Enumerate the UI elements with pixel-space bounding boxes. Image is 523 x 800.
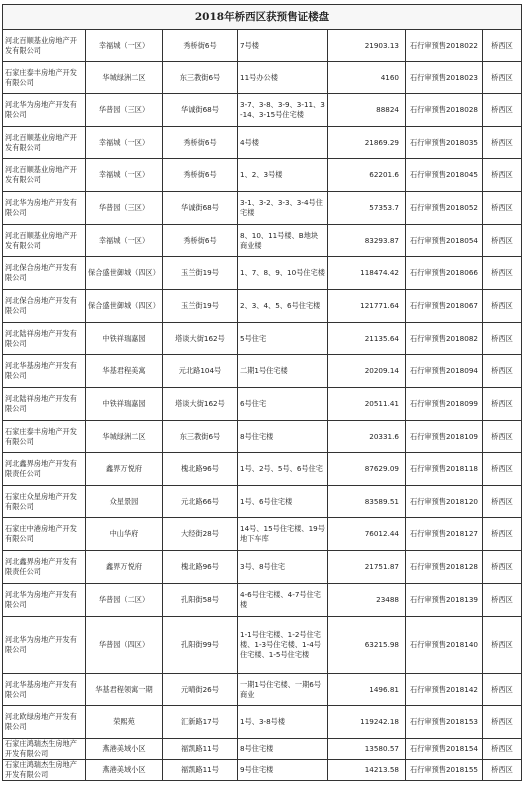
permit-cell: 石行审预售2018082 (406, 323, 483, 355)
area-cell: 118474.42 (328, 257, 406, 290)
area-cell: 21869.29 (328, 127, 406, 159)
address-cell: 槐北路96号 (163, 453, 238, 486)
developer-cell: 河北陆祥房地产开发有限公司 (3, 323, 86, 355)
district-cell: 桥西区 (483, 486, 522, 518)
district-cell: 桥西区 (483, 225, 522, 257)
district-cell: 桥西区 (483, 617, 522, 674)
district-cell: 桥西区 (483, 421, 522, 453)
project-cell: 华普园（四区） (86, 617, 163, 674)
buildings-cell: 1、7、8、9、10号住宅楼 (238, 257, 328, 290)
table-row (3, 486, 522, 518)
district-cell: 桥西区 (483, 518, 522, 551)
permit-cell: 石行审预售2018045 (406, 159, 483, 192)
buildings-cell: 1号、6号住宅楼 (238, 486, 328, 518)
project-cell: 幸福城（一区） (86, 127, 163, 159)
developer-cell: 河北百顺基业房地产开发有限公司 (3, 225, 86, 257)
area-cell: 23488 (328, 584, 406, 617)
district-cell: 桥西区 (483, 453, 522, 486)
permit-cell: 石行审预售2018099 (406, 388, 483, 421)
buildings-cell: 4号楼 (238, 127, 328, 159)
district-cell: 桥西区 (483, 355, 522, 388)
page-title: 2018年桥西区获预售证楼盘 (3, 5, 522, 30)
permit-cell: 石行审预售2018153 (406, 706, 483, 739)
address-cell: 孔阳街99号 (163, 617, 238, 674)
project-cell: 保合盛世御城（四区） (86, 290, 163, 323)
developer-cell: 河北百顺基业房地产开发有限公司 (3, 30, 86, 62)
table-row (3, 706, 522, 739)
table-row (3, 760, 522, 781)
permit-cell: 石行审预售2018028 (406, 94, 483, 127)
table-row (3, 617, 522, 674)
district-cell: 桥西区 (483, 584, 522, 617)
project-cell: 中铁祥瑞嘉园 (86, 323, 163, 355)
district-cell: 桥西区 (483, 551, 522, 584)
table-row (3, 127, 522, 159)
developer-cell: 河北百顺基业房地产开发有限公司 (3, 159, 86, 192)
district-cell: 桥西区 (483, 706, 522, 739)
table-row (3, 551, 522, 584)
area-cell: 63215.98 (328, 617, 406, 674)
table-row (3, 225, 522, 257)
area-cell: 62201.6 (328, 159, 406, 192)
table-row (3, 257, 522, 290)
address-cell: 玉兰街19号 (163, 257, 238, 290)
permit-cell: 石行审预售2018154 (406, 739, 483, 760)
area-cell: 76012.44 (328, 518, 406, 551)
project-cell: 中山华府 (86, 518, 163, 551)
buildings-cell: 7号楼 (238, 30, 328, 62)
district-cell: 桥西区 (483, 739, 522, 760)
address-cell: 汇新路17号 (163, 706, 238, 739)
developer-cell: 河北华基房地产开发有限公司 (3, 674, 86, 706)
address-cell: 大经街28号 (163, 518, 238, 551)
district-cell: 桥西区 (483, 30, 522, 62)
developer-cell: 河北鑫界房地产开发有限责任公司 (3, 453, 86, 486)
area-cell: 57353.7 (328, 192, 406, 225)
buildings-cell: 2、3、4、5、6号住宅楼 (238, 290, 328, 323)
buildings-cell: 1号、3-8号楼 (238, 706, 328, 739)
area-cell: 87629.09 (328, 453, 406, 486)
district-cell: 桥西区 (483, 257, 522, 290)
buildings-cell: 8、10、11号楼、B地块商业楼 (238, 225, 328, 257)
table-row (3, 192, 522, 225)
project-cell: 荣熙苑 (86, 706, 163, 739)
title-row (3, 5, 522, 30)
buildings-cell: 8号住宅楼 (238, 739, 328, 760)
developer-cell: 河北华基房地产开发有限公司 (3, 355, 86, 388)
area-cell: 4160 (328, 62, 406, 94)
permit-cell: 石行审预售2018127 (406, 518, 483, 551)
address-cell: 槐北路96号 (163, 551, 238, 584)
area-cell: 13580.57 (328, 739, 406, 760)
project-cell: 鑫界万悦府 (86, 551, 163, 584)
project-cell: 众星景园 (86, 486, 163, 518)
area-cell: 21751.87 (328, 551, 406, 584)
buildings-cell: 3-1、3-2、3-3、3-4号住宅楼 (238, 192, 328, 225)
permit-cell: 石行审预售2018118 (406, 453, 483, 486)
address-cell: 塔谈大街162号 (163, 323, 238, 355)
address-cell: 秀桥街6号 (163, 30, 238, 62)
buildings-cell: 11号办公楼 (238, 62, 328, 94)
buildings-cell: 1、2、3号楼 (238, 159, 328, 192)
address-cell: 塔谈大街162号 (163, 388, 238, 421)
project-cell: 燕港美域小区 (86, 739, 163, 760)
permit-cell: 石行审预售2018035 (406, 127, 483, 159)
developer-cell: 河北华为房地产开发有限公司 (3, 617, 86, 674)
buildings-cell: 14号、15号住宅楼、19号地下车库 (238, 518, 328, 551)
table-row (3, 290, 522, 323)
buildings-cell: 8号住宅楼 (238, 421, 328, 453)
developer-cell: 河北鑫界房地产开发有限责任公司 (3, 551, 86, 584)
address-cell: 福凯路11号 (163, 739, 238, 760)
developer-cell: 石家庄鸿瑞杰生房地产开发有限公司 (3, 739, 86, 760)
project-cell: 鑫界万悦府 (86, 453, 163, 486)
permit-cell: 石行审预售2018155 (406, 760, 483, 781)
project-cell: 中铁祥瑞嘉园 (86, 388, 163, 421)
table-row (3, 62, 522, 94)
buildings-cell: 1号、2号、5号、6号住宅 (238, 453, 328, 486)
address-cell: 福凯路11号 (163, 760, 238, 781)
permit-cell: 石行审预售2018142 (406, 674, 483, 706)
district-cell: 桥西区 (483, 159, 522, 192)
district-cell: 桥西区 (483, 94, 522, 127)
project-cell: 华基君程美寓 (86, 355, 163, 388)
buildings-cell: 6号住宅 (238, 388, 328, 421)
buildings-cell: 4-6号住宅楼、4-7号住宅楼 (238, 584, 328, 617)
permit-cell: 石行审预售2018054 (406, 225, 483, 257)
address-cell: 东三教街6号 (163, 421, 238, 453)
area-cell: 14213.58 (328, 760, 406, 781)
area-cell: 83589.51 (328, 486, 406, 518)
project-cell: 幸福城（一区） (86, 225, 163, 257)
project-cell: 幸福城（一区） (86, 159, 163, 192)
project-cell: 华普园（三区） (86, 94, 163, 127)
project-cell: 华普园（三区） (86, 192, 163, 225)
district-cell: 桥西区 (483, 760, 522, 781)
buildings-cell: 9号住宅楼 (238, 760, 328, 781)
developer-cell: 河北保合房地产开发有限公司 (3, 257, 86, 290)
area-cell: 21903.13 (328, 30, 406, 62)
table-row (3, 159, 522, 192)
address-cell: 孔阳街58号 (163, 584, 238, 617)
permit-cell: 石行审预售2018128 (406, 551, 483, 584)
area-cell: 21135.64 (328, 323, 406, 355)
district-cell: 桥西区 (483, 323, 522, 355)
table-row (3, 388, 522, 421)
developer-cell: 石家庄鸿瑞杰生房地产开发有限公司 (3, 760, 86, 781)
developer-cell: 河北华为房地产开发有限公司 (3, 192, 86, 225)
permit-table (2, 4, 522, 781)
project-cell: 华城绿洲二区 (86, 62, 163, 94)
address-cell: 秀桥街6号 (163, 127, 238, 159)
buildings-cell: 二期1号住宅楼 (238, 355, 328, 388)
address-cell: 秀桥街6号 (163, 225, 238, 257)
area-cell: 121771.64 (328, 290, 406, 323)
district-cell: 桥西区 (483, 127, 522, 159)
area-cell: 119242.18 (328, 706, 406, 739)
permit-cell: 石行审预售2018022 (406, 30, 483, 62)
address-cell: 元北路66号 (163, 486, 238, 518)
district-cell: 桥西区 (483, 290, 522, 323)
permit-cell: 石行审预售2018067 (406, 290, 483, 323)
buildings-cell: 3号、8号住宅 (238, 551, 328, 584)
developer-cell: 石家庄众星房地产开发有限公司 (3, 486, 86, 518)
developer-cell: 石家庄中港房地产开发有限公司 (3, 518, 86, 551)
developer-cell: 河北欧绿房地产开发有限公司 (3, 706, 86, 739)
district-cell: 桥西区 (483, 192, 522, 225)
table-row (3, 94, 522, 127)
developer-cell: 石家庄泰丰房地产开发有限公司 (3, 62, 86, 94)
project-cell: 燕港美域小区 (86, 760, 163, 781)
table-row (3, 584, 522, 617)
area-cell: 20331.6 (328, 421, 406, 453)
permit-cell: 石行审预售2018023 (406, 62, 483, 94)
buildings-cell: 1-1号住宅楼、1-2号住宅楼、1-3号住宅楼、1-4号住宅楼、1-5号住宅楼 (238, 617, 328, 674)
table-row (3, 421, 522, 453)
address-cell: 玉兰街19号 (163, 290, 238, 323)
area-cell: 20209.14 (328, 355, 406, 388)
buildings-cell: 一期1号住宅楼、一期6号商业 (238, 674, 328, 706)
table-row (3, 30, 522, 62)
permit-cell: 石行审预售2018066 (406, 257, 483, 290)
project-cell: 华基君程领寓一期 (86, 674, 163, 706)
area-cell: 83293.87 (328, 225, 406, 257)
buildings-cell: 3-7、3-8、3-9、3-11、3-14、3-15号住宅楼 (238, 94, 328, 127)
developer-cell: 河北华为房地产开发有限公司 (3, 584, 86, 617)
area-cell: 1496.81 (328, 674, 406, 706)
area-cell: 20511.41 (328, 388, 406, 421)
table-row (3, 453, 522, 486)
permit-cell: 石行审预售2018094 (406, 355, 483, 388)
area-cell: 88824 (328, 94, 406, 127)
buildings-cell: 5号住宅 (238, 323, 328, 355)
developer-cell: 石家庄泰丰房地产开发有限公司 (3, 421, 86, 453)
address-cell: 东三教街6号 (163, 62, 238, 94)
project-cell: 华城绿洲二区 (86, 421, 163, 453)
permit-cell: 石行审预售2018139 (406, 584, 483, 617)
permit-cell: 石行审预售2018109 (406, 421, 483, 453)
address-cell: 华诚街68号 (163, 192, 238, 225)
table-row (3, 674, 522, 706)
developer-cell: 河北百顺基业房地产开发有限公司 (3, 127, 86, 159)
table-row (3, 355, 522, 388)
address-cell: 华诚街68号 (163, 94, 238, 127)
permit-cell: 石行审预售2018140 (406, 617, 483, 674)
developer-cell: 河北华为房地产开发有限公司 (3, 94, 86, 127)
permit-sheet (2, 4, 521, 781)
permit-cell: 石行审预售2018052 (406, 192, 483, 225)
district-cell: 桥西区 (483, 388, 522, 421)
project-cell: 保合盛世御城（四区） (86, 257, 163, 290)
table-row (3, 518, 522, 551)
developer-cell: 河北保合房地产开发有限公司 (3, 290, 86, 323)
district-cell: 桥西区 (483, 674, 522, 706)
developer-cell: 河北陆祥房地产开发有限公司 (3, 388, 86, 421)
table-row (3, 739, 522, 760)
district-cell: 桥西区 (483, 62, 522, 94)
address-cell: 秀桥街6号 (163, 159, 238, 192)
permit-cell: 石行审预售2018120 (406, 486, 483, 518)
table-row (3, 323, 522, 355)
project-cell: 华普园（二区） (86, 584, 163, 617)
address-cell: 元北路104号 (163, 355, 238, 388)
address-cell: 元晴街26号 (163, 674, 238, 706)
project-cell: 幸福城（一区） (86, 30, 163, 62)
